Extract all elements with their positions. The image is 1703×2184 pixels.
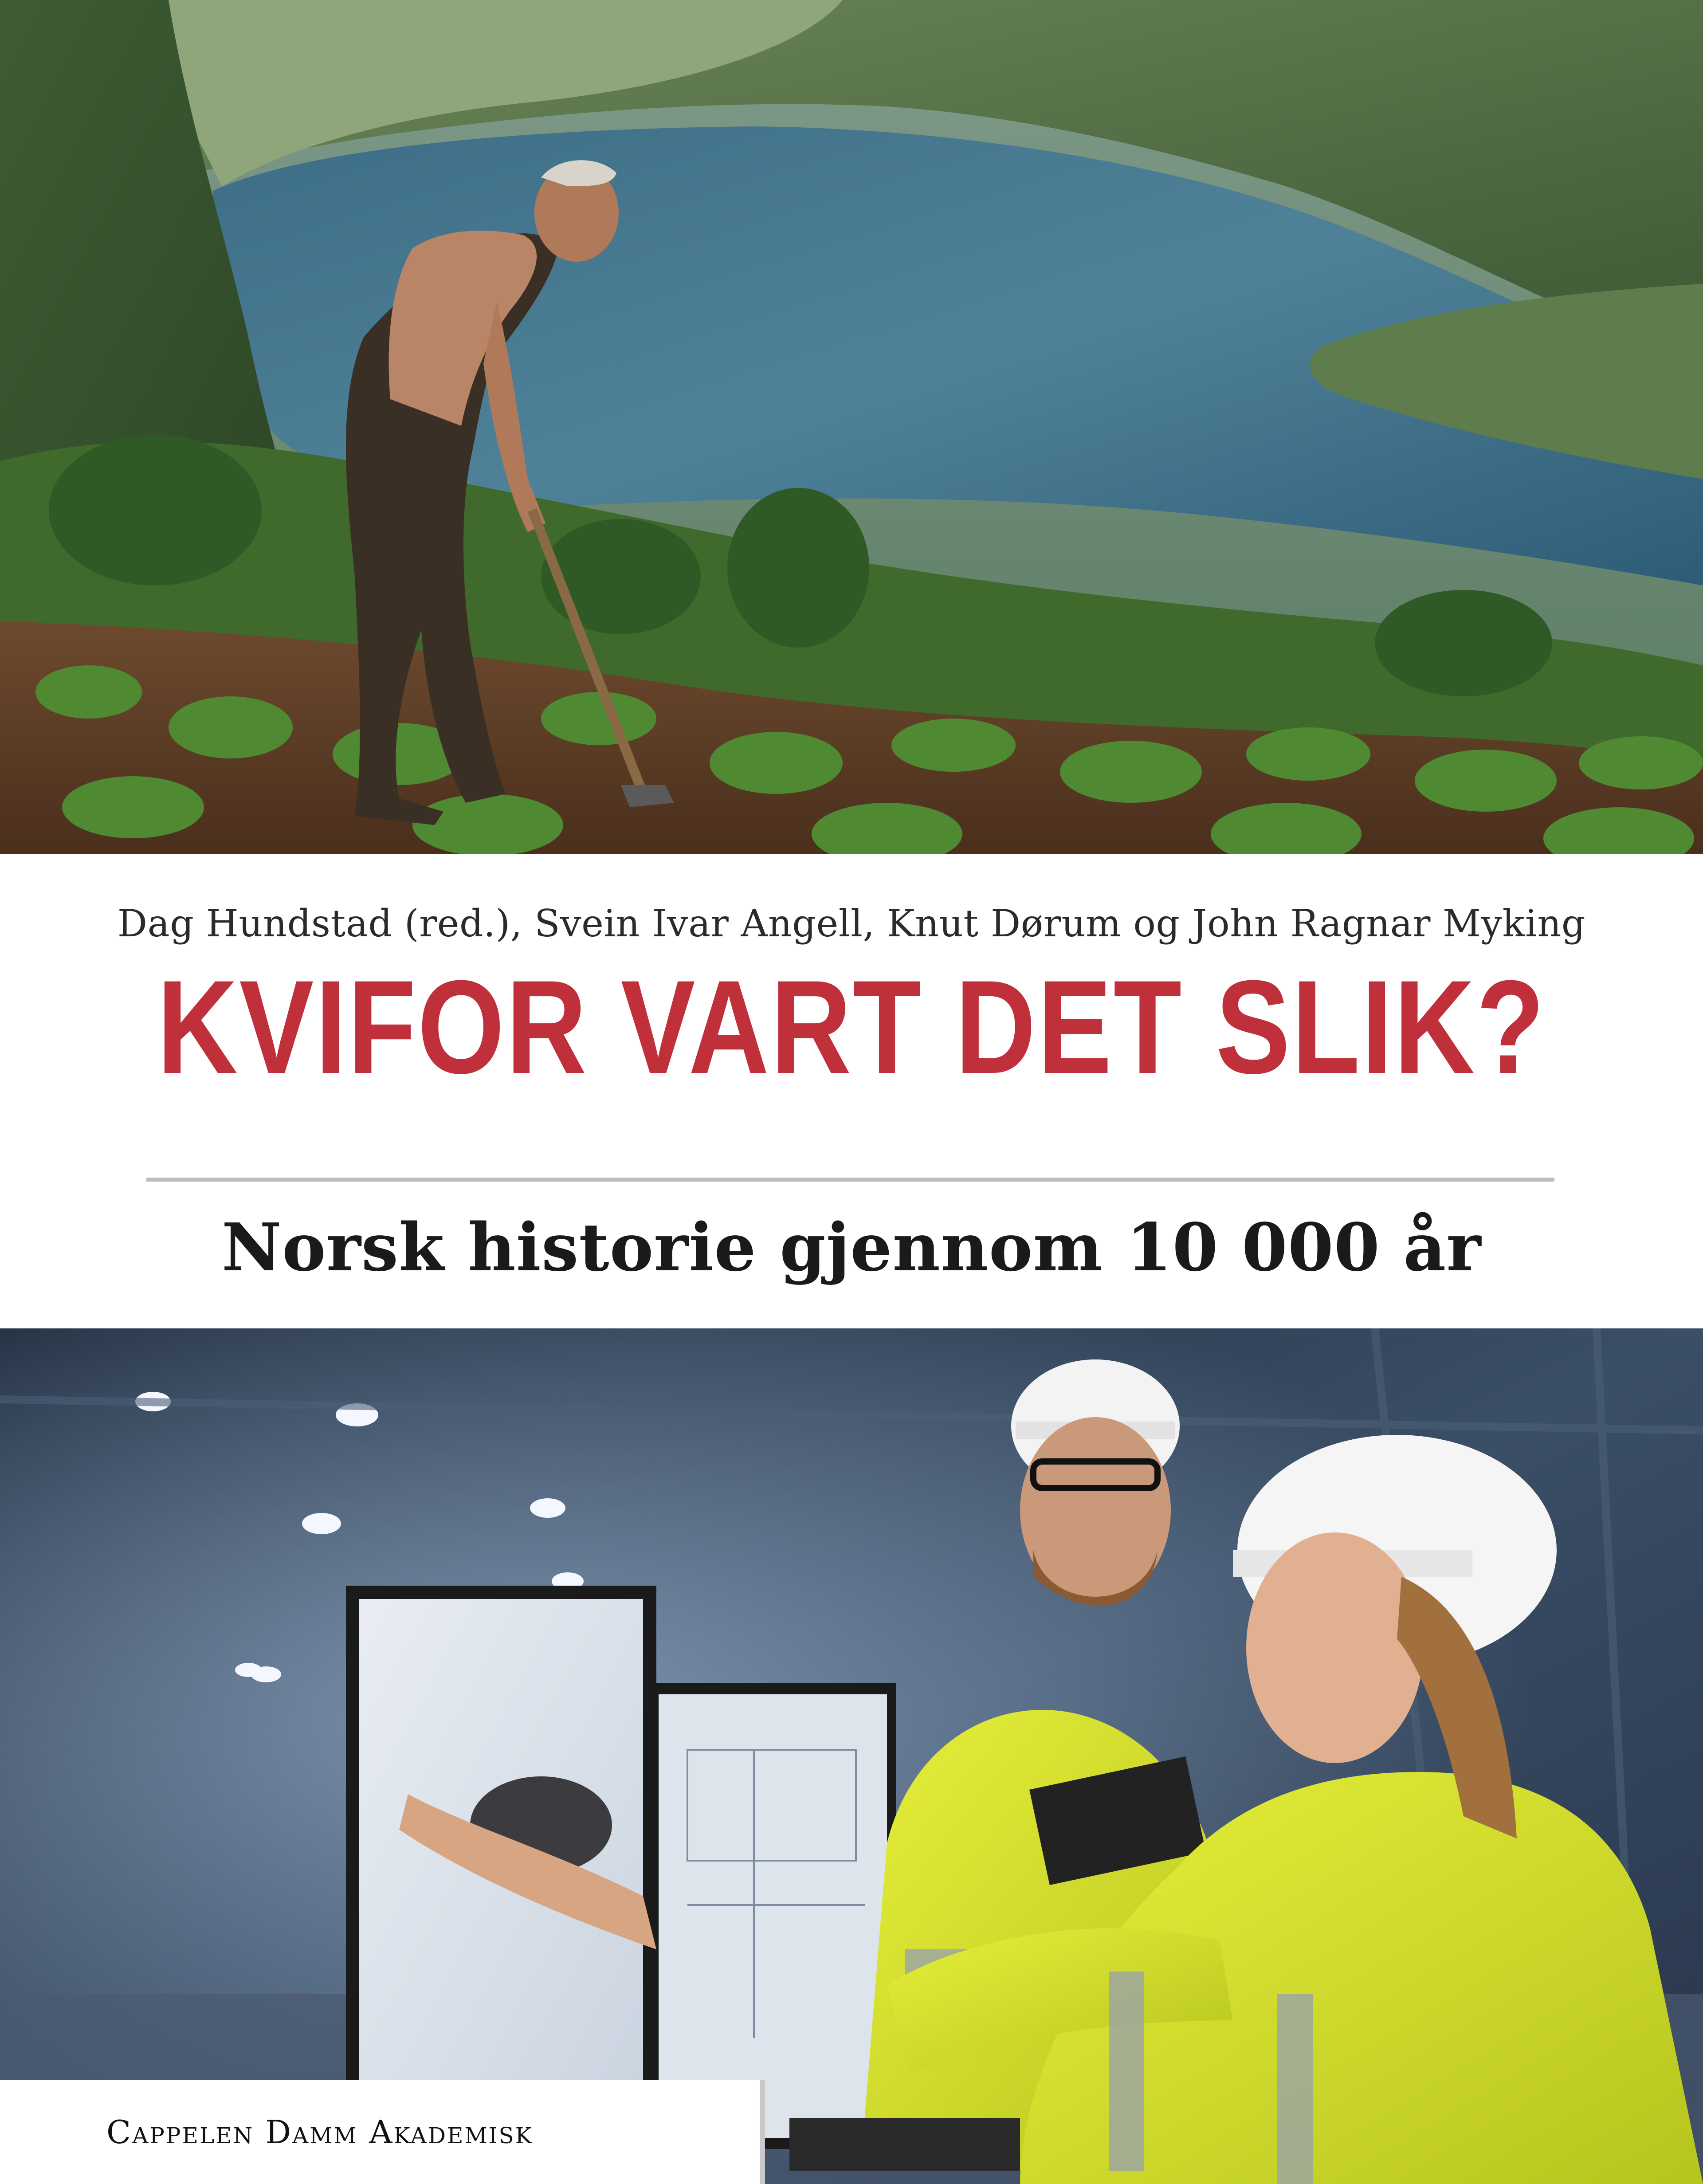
title-divider: [146, 1178, 1554, 1182]
book-subtitle: Norsk historie gjennom 10 000 år: [221, 1209, 1482, 1286]
cover-photo-fjord-farmer: [0, 0, 1703, 854]
publisher-strip: [0, 2080, 765, 2184]
cover-photo-engineers: [0, 1328, 1703, 2184]
book-title: KVIFOR VART DET SLIK?: [157, 952, 1546, 1101]
authors-line: Dag Hundstad (red.), Svein Ivar Angell, Knut Dørum og John Ragnar Myking: [117, 902, 1586, 945]
publisher-logo: Cappelen Damm Akademisk: [106, 2113, 534, 2151]
title-band: [0, 854, 1703, 1328]
